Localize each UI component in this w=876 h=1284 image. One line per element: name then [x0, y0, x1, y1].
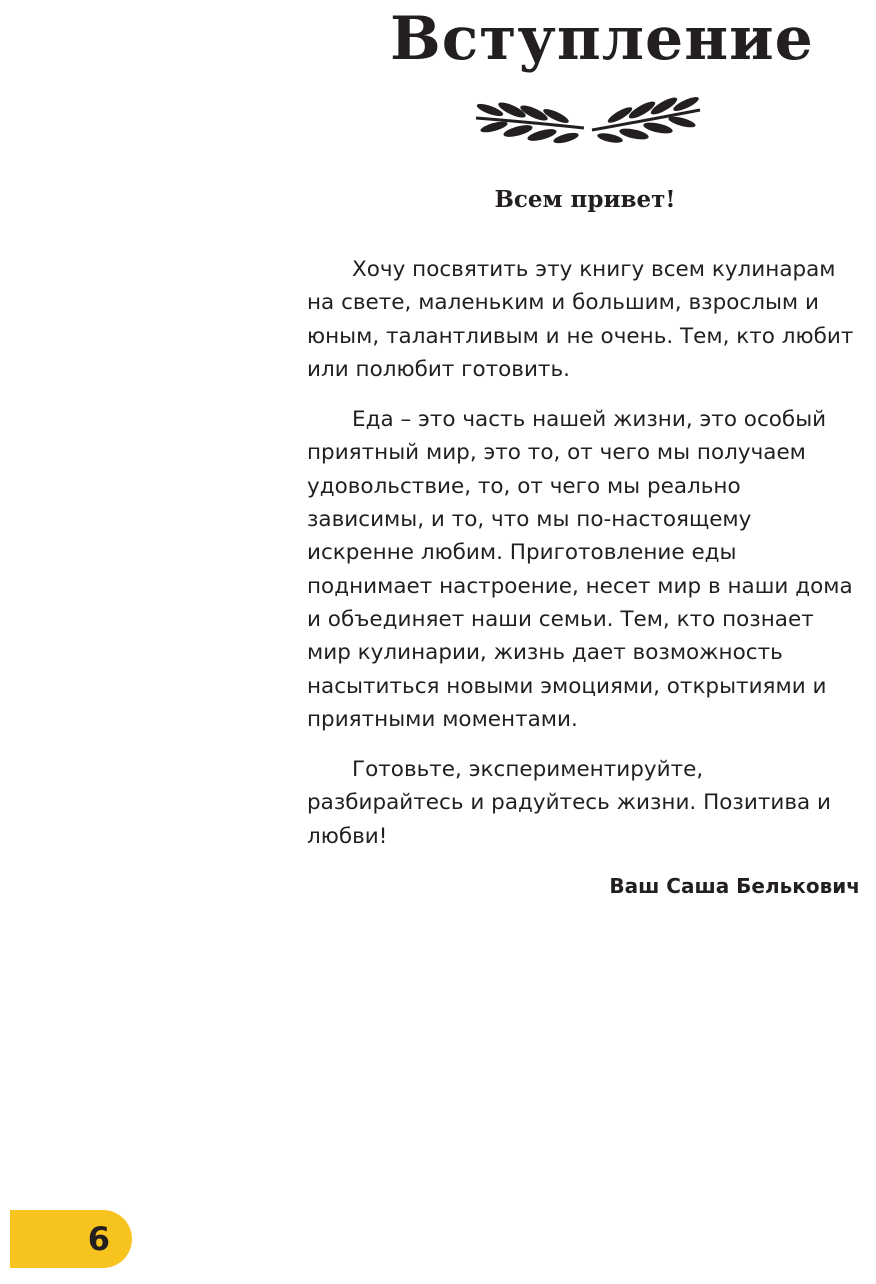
paragraph-closing: Готовьте, экспериментируйте, разбирайтесь и радуйтесь жизни. Позитива и любви! [307, 757, 831, 849]
paragraph-food: Еда – это часть нашей жизни, это особый приятный мир, это то, от чего мы получаем удовольствие, то, от чего мы реально зависимы, и то, что мы по-настоящему искренне любим. Приготовление еды поднимает настроение, несет мир в наши дома и объединяет наши семьи. Тем, кто познает мир кулинарии, жизнь дает возможность насытиться новыми эмоциями, открытиями и приятными моментами. [307, 407, 853, 732]
intro-body [307, 253, 863, 870]
page-number: 6 [87, 1220, 110, 1258]
page-number-badge [10, 1210, 132, 1268]
chapter-title: Вступление [390, 4, 814, 74]
author-signature: Ваш Саша Белькович [609, 874, 860, 898]
laurel-branch-icon [468, 96, 708, 152]
paragraph-dedication: Хочу посвятить эту книгу всем кулинарам на свете, маленьким и большим, взрослым и юным, талантливым и не очень. Тем, кто любит или полюбит готовить. [307, 257, 854, 382]
greeting-heading: Всем привет! [494, 186, 676, 213]
